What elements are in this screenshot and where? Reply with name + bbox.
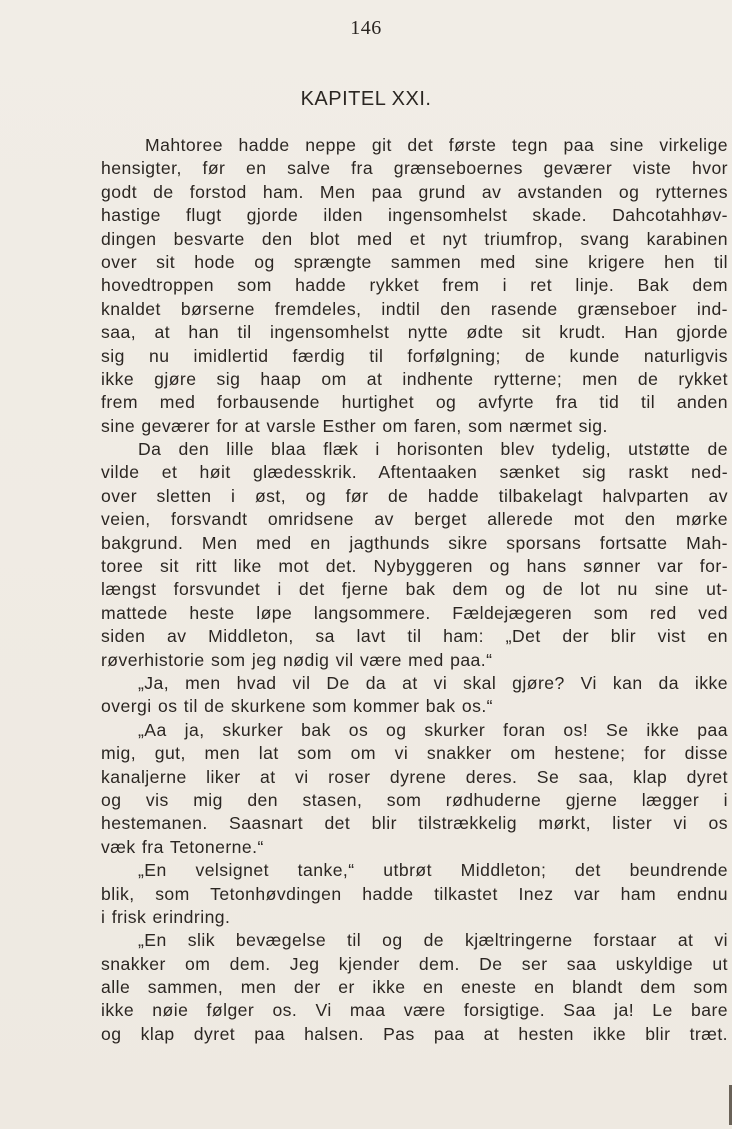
chapter-title: KAPITEL XXI.: [300, 88, 432, 110]
text-line: veien, forsvandt omridsene av berget allerede mot den mørke: [101, 509, 728, 530]
text-line: hestemanen. Saasnart det blir tilstrækkelig mørkt, lister vi os: [101, 813, 728, 834]
text-line: blik, som Tetonhøvdingen hadde tilkastet Inez var ham endnu: [101, 883, 728, 904]
text-line: sine geværer for at varsle Esther om faren, som nærmet sig.: [101, 415, 608, 436]
text-line: vilde et høit glædesskrik. Aftentaaken sænket sig raskt ned-: [101, 462, 728, 483]
text-line: hovedtroppen som hadde rykket frem i ret linje. Bak dem: [101, 275, 728, 296]
text-line: „Ja, men hvad vil De da at vi skal gjøre? Vi kan da ikke: [138, 672, 728, 693]
text-line: overgi os til de skurkene som kommer bak os.“: [101, 696, 493, 717]
text-line: mig, gut, men lat som om vi snakker om hestene; for disse: [101, 743, 728, 764]
text-line: ikke nøie følger os. Vi maa være forsigtige. Saa ja! Le bare: [101, 1000, 728, 1021]
text-line: Mahtoree hadde neppe git det første tegn paa sine virkelige: [145, 135, 728, 155]
text-line: godt de forstod ham. Men paa grund av avstanden og rytternes: [101, 181, 728, 202]
text-line: knaldet børserne fremdeles, indtil den rasende grænseboer ind-: [101, 298, 728, 319]
text-line: saa, at han til ingensomhelst nytte ødte sit krudt. Han gjorde: [101, 322, 728, 343]
text-line: over sit hode og sprængte sammen med sine krigere hen til: [101, 251, 728, 272]
text-line: hastige flugt gjorde ilden ingensomhelst skade. Dahcotahhøv-: [101, 205, 728, 226]
text-line: hensigter, før en salve fra grænseboernes geværer viste hvor: [101, 158, 728, 179]
text-line: mattede heste løpe langsommere. Fældejægeren som red ved: [101, 602, 728, 623]
text-line: „Aa ja, skurker bak os og skurker foran os! Se ikke paa: [138, 719, 728, 740]
text-line: længst forsvundet i det fjerne bak dem og de lot nu sine ut-: [101, 579, 728, 600]
text-line: snakker om dem. Jeg kjender dem. De ser saa uskyldige ut: [101, 953, 728, 974]
text-line: røverhistorie som jeg nødig vil være med paa.“: [101, 649, 493, 670]
text-line: i frisk erindring.: [101, 906, 231, 927]
text-line: „En velsignet tanke,“ utbrøt Middleton; det beundrende: [138, 860, 728, 881]
text-line: ikke gjøre sig haap om at indhente rytterne; men de rykket: [101, 368, 728, 389]
page-number: 146: [350, 17, 382, 39]
text-line: Da den lille blaa flæk i horisonten blev tydelig, utstøtte de: [138, 439, 728, 460]
text-line: dingen besvarte den blot med et nyt triumfrop, svang karabinen: [101, 228, 728, 249]
text-line: bakgrund. Men med en jagthunds sikre sporsans fortsatte Mah-: [101, 532, 728, 553]
text-line: sig nu imidlertid færdig til forfølgning; de kunde naturligvis: [101, 345, 728, 366]
text-line: siden av Middleton, sa lavt til ham: „Det der blir vist en: [101, 626, 728, 647]
text-line: „En slik bevægelse til og de kjæltringerne forstaar at vi: [138, 930, 728, 951]
text-line: og vis mig den stasen, som rødhuderne gjerne lægger i: [101, 789, 728, 810]
text-line: væk fra Tetonerne.“: [101, 836, 264, 857]
text-line: og klap dyret paa halsen. Pas paa at hesten ikke blir træt.: [101, 1023, 728, 1044]
text-line: over sletten i øst, og før de hadde tilbakelagt halvparten av: [101, 485, 728, 506]
text-line: alle sammen, men der er ikke en eneste en blandt dem som: [101, 977, 728, 998]
text-line: frem med forbausende hurtighet og avfyrte fra tid til anden: [101, 392, 728, 413]
text-line: toree sit ritt like mot det. Nybyggeren og hans sønner var for-: [101, 556, 728, 577]
body-text: [101, 134, 728, 1046]
text-line: kanaljerne liker at vi roser dyrene deres. Se saa, klap dyret: [101, 766, 728, 787]
